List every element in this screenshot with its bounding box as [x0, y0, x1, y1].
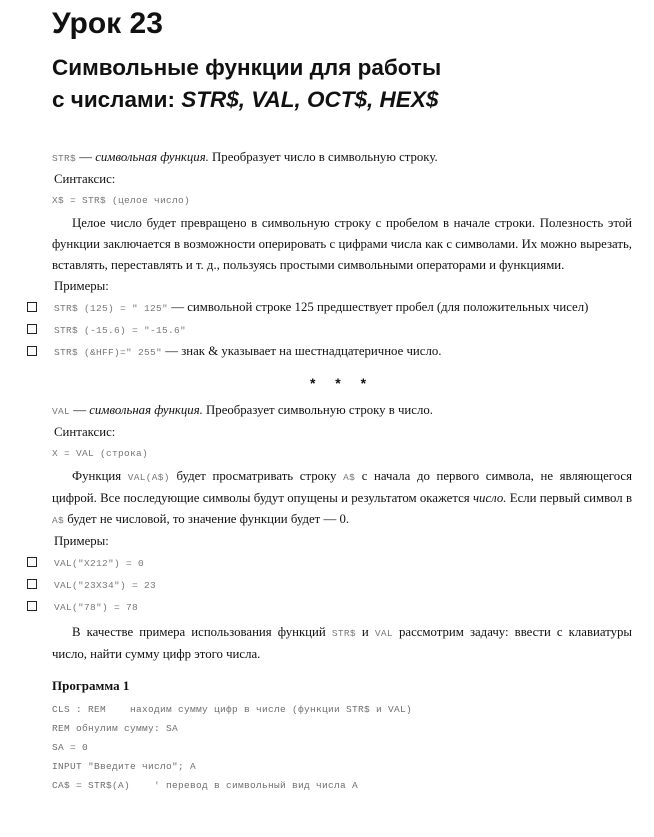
str-example-3-code: STR$ (&HFF)=" 255"	[54, 347, 163, 358]
str-example-1-text: — символьной строке 125 предшествует пробел (для положительных чисел)	[168, 300, 589, 314]
subtitle-functions: STR$, VAL, OCT$, HEX$	[181, 87, 439, 112]
str-example-1	[52, 297, 632, 319]
section-separator: * * *	[309, 375, 375, 391]
code-line: SA = 0	[52, 742, 89, 753]
val-intro-dash: —	[70, 403, 90, 417]
val-example-2	[52, 574, 632, 596]
checkbox-bullet-icon	[27, 346, 37, 356]
val-syntax-code: X = VAL (строка)	[52, 448, 149, 459]
val-desc-part-5: будет не числовой, то значение функции будет — 0.	[64, 512, 350, 526]
str-example-1-code: STR$ (125) = " 125"	[54, 303, 169, 314]
task-part-3: рассмотрим задачу: ввести с клавиатуры число, найти сумму цифр этого числа.	[52, 625, 633, 661]
val-intro-text: Преобразует символьную строку в число.	[202, 403, 433, 417]
subtitle-prefix: с числами:	[52, 87, 182, 112]
str-intro-code: STR$	[52, 153, 77, 164]
checkbox-bullet-icon	[27, 302, 37, 312]
checkbox-bullet-icon	[27, 579, 37, 589]
str-examples-label: Примеры:	[54, 279, 109, 293]
str-section	[52, 147, 632, 795]
val-example-2-code: VAL("23X34") = 23	[54, 580, 157, 591]
val-desc-code-2: A$	[343, 472, 356, 483]
program-code	[52, 700, 632, 795]
code-line: REM обнулим сумму: SA	[52, 723, 179, 734]
task-code-2: VAL	[374, 628, 393, 639]
val-desc-code-1: VAL(A$)	[127, 472, 170, 483]
str-example-3	[52, 341, 632, 363]
str-intro-text: Преобразует число в символьную строку.	[208, 150, 438, 164]
val-intro-italic: символьная функция.	[89, 403, 203, 417]
checkbox-bullet-icon	[27, 601, 37, 611]
task-part-1: В качестве примера использования функций	[72, 625, 332, 639]
subtitle-line-2	[52, 84, 441, 116]
val-examples-label: Примеры:	[54, 534, 109, 548]
task-part-2: и	[355, 625, 375, 639]
task-code-1: STR$	[331, 628, 356, 639]
val-syntax-label: Синтаксис:	[54, 425, 116, 439]
val-description	[52, 466, 632, 531]
val-desc-code-3: A$	[52, 515, 65, 526]
code-line: INPUT "Введите число"; A	[52, 761, 197, 772]
subtitle-line-1: Символьные функции для работы	[52, 55, 442, 80]
val-example-1-code: VAL("X212") = 0	[54, 558, 145, 569]
str-example-2	[52, 319, 632, 341]
str-intro-dash: —	[76, 150, 96, 164]
str-syntax-code: X$ = STR$ (целое число)	[52, 195, 191, 206]
checkbox-bullet-icon	[27, 324, 37, 334]
str-syntax-label: Синтаксис:	[54, 172, 116, 186]
code-line: CLS : REM находим сумму цифр в числе (функции STR$ и VAL)	[52, 704, 413, 715]
str-intro-italic: символьная функция.	[95, 150, 209, 164]
val-example-1	[52, 552, 632, 574]
val-desc-italic: число.	[472, 491, 507, 505]
val-desc-part-1: Функция	[72, 469, 128, 483]
str-example-3-text: — знак & указывает на шестнадцатеричное число.	[162, 344, 442, 358]
str-intro	[52, 147, 632, 169]
task-paragraph	[52, 622, 632, 665]
val-intro	[52, 400, 632, 422]
str-description: Целое число будет превращено в символьную строку с пробелом в начале строки. Полезность этой функции заключается в возможности оперировать с цифрами числа как с символами. Их можно вырезать, вставлять, переставлять и т. д., пользуясь простыми символьными операторами и функциями.	[52, 216, 632, 272]
val-desc-part-2: будет просматривать строку	[169, 469, 344, 483]
val-intro-code: VAL	[52, 406, 71, 417]
lesson-title: Урок 23	[52, 7, 163, 40]
val-desc-part-4: Если первый символ в	[506, 491, 632, 505]
checkbox-bullet-icon	[27, 557, 37, 567]
val-example-3-code: VAL("78") = 78	[54, 602, 139, 613]
val-desc-part-3: с начала до первого символа, не являющегося цифрой. Все последующие символы будут опущены и результатом окажется	[52, 469, 632, 505]
code-line: CA$ = STR$(A) ' перевод в символьный вид числа A	[52, 780, 359, 791]
program-title: Программа 1	[52, 678, 130, 693]
val-example-3	[52, 596, 632, 618]
str-example-2-code: STR$ (-15.6) = "-15.6"	[54, 325, 187, 336]
lesson-subtitle	[52, 52, 441, 116]
